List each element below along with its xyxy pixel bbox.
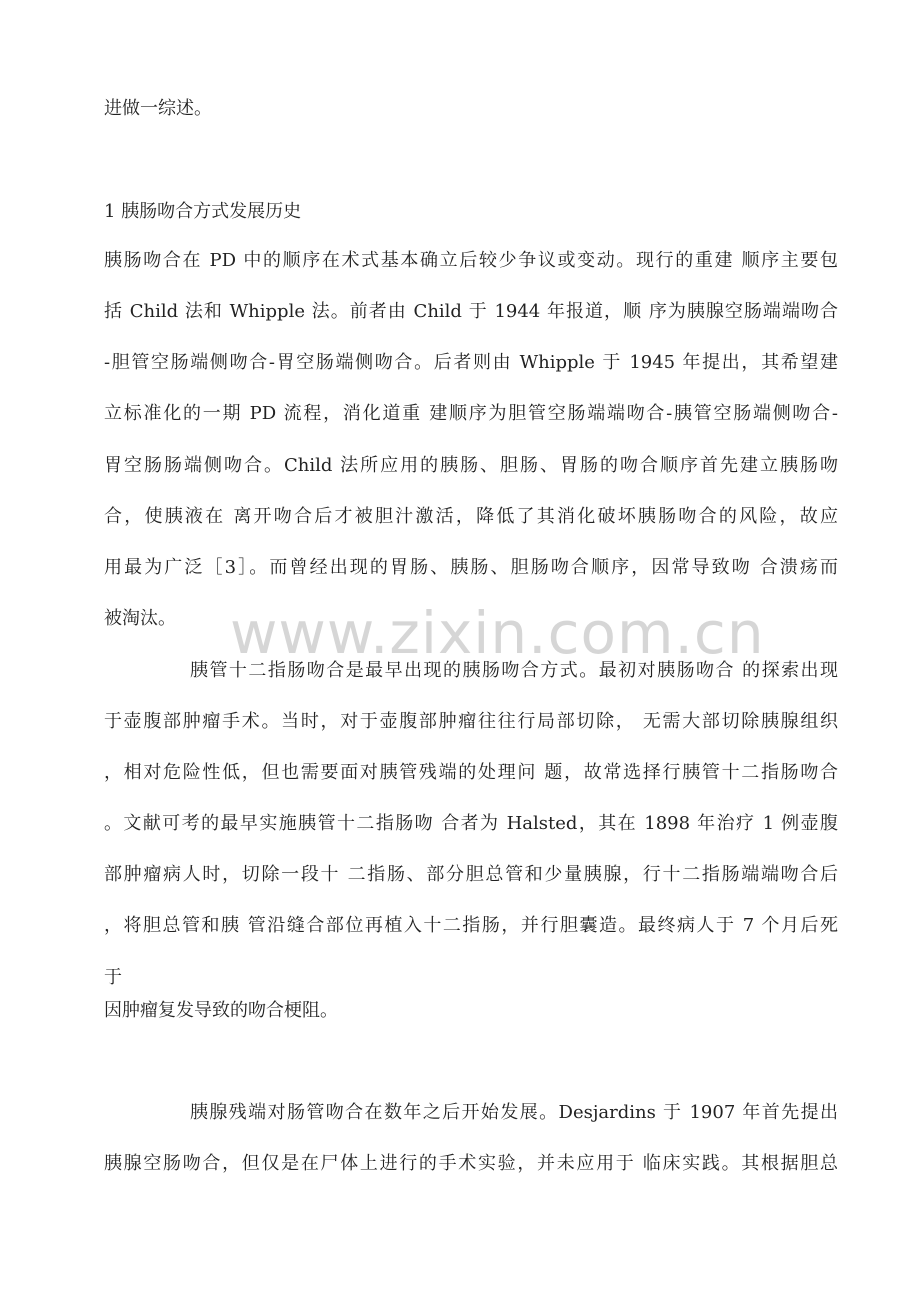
paragraph-line: -胆管空肠端侧吻合-胃空肠端侧吻合。后者则由 Whipple 于 1945 年提出，其希望建 bbox=[104, 352, 838, 373]
paragraph-line: 合，使胰液在 离开吻合后才被胆汁激活，降低了其消化破坏胰肠吻合的风险，故应 bbox=[104, 506, 838, 527]
paragraph-line: 被淘汰。 bbox=[104, 608, 176, 629]
paragraph-line: ，相对危险性低，但也需要面对胰管残端的处理问 题，故常选择行胰管十二指肠吻合 bbox=[104, 762, 838, 783]
section-heading: 1 胰肠吻合方式发展历史 bbox=[104, 201, 302, 222]
paragraph-line: 于壶腹部肿瘤手术。当时，对于壶腹部肿瘤往往行局部切除， 无需大部切除胰腺组织 bbox=[104, 711, 838, 732]
paragraph-line: 用最为广泛［3］。而曾经出现的胃肠、胰肠、胆肠吻合顺序，因常导致吻 合溃疡而 bbox=[104, 557, 838, 578]
paragraph-line: 部肿瘤病人时，切除一段十 二指肠、部分胆总管和少量胰腺，行十二指肠端端吻合后 bbox=[104, 864, 838, 885]
paragraph-line: 。文献可考的最早实施胰管十二指肠吻 合者为 Halsted，其在 1898 年治疗 1 例壶腹 bbox=[104, 813, 838, 834]
paragraph-line: 胰肠吻合在 PD 中的顺序在术式基本确立后较少争议或变动。现行的重建 顺序主要包 bbox=[104, 250, 838, 271]
paragraph-line: 胰腺空肠吻合，但仅是在尸体上进行的手术实验，并未应用于 临床实践。其根据胆总 bbox=[104, 1153, 838, 1174]
paragraph-line: 胰腺残端对肠管吻合在数年之后开始发展。Desjardins 于 1907 年首先提出 bbox=[190, 1102, 838, 1123]
paragraph-line: 于 bbox=[104, 967, 122, 988]
paragraph-line: 胰管十二指肠吻合是最早出现的胰肠吻合方式。最初对胰肠吻合 的探索出现 bbox=[190, 660, 838, 681]
intro-line: 进做一综述。 bbox=[104, 98, 212, 119]
paragraph-line: 因肿瘤复发导致的吻合梗阻。 bbox=[104, 1000, 338, 1021]
paragraph-line: ，将胆总管和胰 管沿缝合部位再植入十二指肠，并行胆囊造。最终病人于 7 个月后死 bbox=[104, 915, 838, 936]
watermark: www.zixin.com.cn bbox=[230, 599, 765, 667]
paragraph-line: 立标准化的一期 PD 流程，消化道重 建顺序为胆管空肠端端吻合-胰管空肠端侧吻合- bbox=[104, 403, 838, 424]
paragraph-line: 胃空肠肠端侧吻合。Child 法所应用的胰肠、胆肠、胃肠的吻合顺序首先建立胰肠吻 bbox=[104, 455, 838, 476]
paragraph-line: 括 Child 法和 Whipple 法。前者由 Child 于 1944 年报道，顺 序为胰腺空肠端端吻合 bbox=[104, 301, 838, 322]
